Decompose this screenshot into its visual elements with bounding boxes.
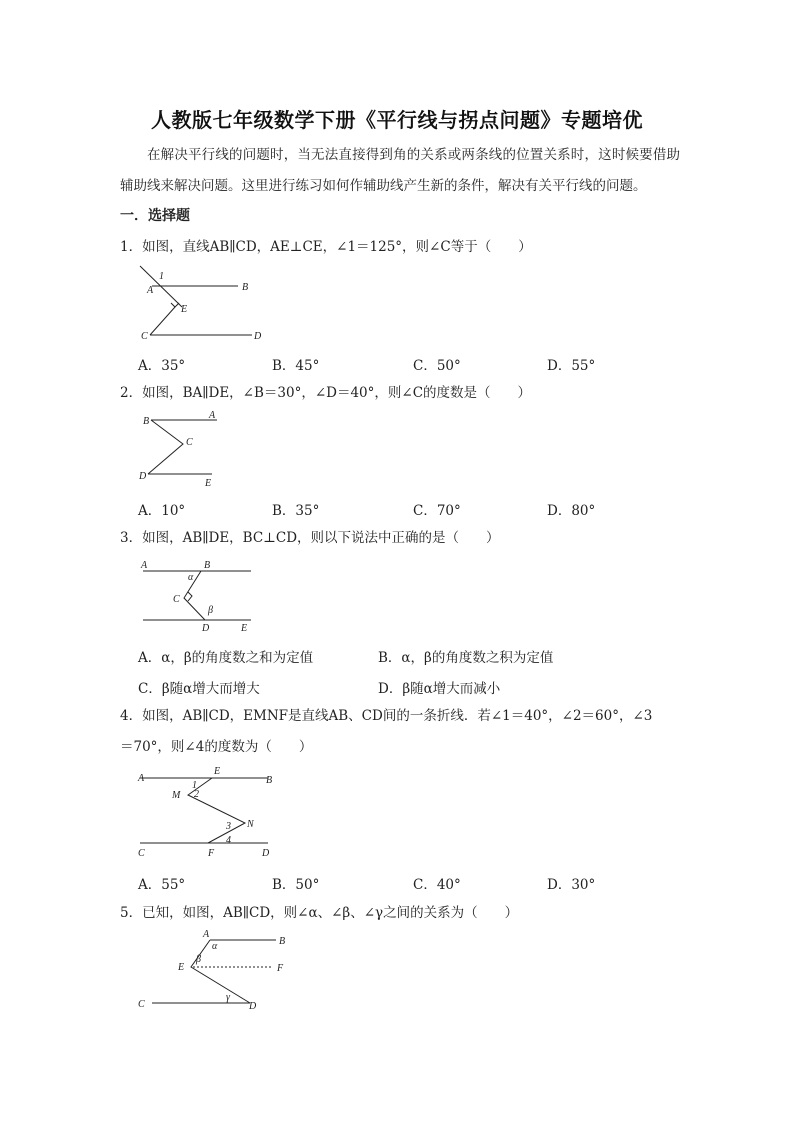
label-alpha: α (188, 572, 194, 583)
section-heading: 一．选择题 (120, 208, 190, 224)
question-3-option-d[interactable]: D．β随α增大而减小 (378, 681, 501, 697)
label-e: E (178, 962, 185, 973)
label-e: E (241, 623, 248, 634)
page-title: 人教版七年级数学下册《平行线与拐点问题》专题培优 (151, 108, 643, 132)
label-m: M (172, 790, 181, 801)
label-b: B (242, 282, 249, 293)
label-d: D (202, 623, 210, 634)
label-e: E (205, 478, 212, 489)
question-2-stem: 2．如图，BA∥DE，∠B＝30°，∠D＝40°，则∠C的度数是（ ） (120, 385, 532, 401)
question-3-stem: 3．如图，AB∥DE，BC⊥CD，则以下说法中正确的是（ ） (120, 530, 500, 546)
label-a: A (147, 285, 154, 296)
label-d: D (249, 1001, 257, 1012)
label-c: C (138, 848, 145, 859)
label-c: C (186, 437, 193, 448)
label-a: A (138, 773, 145, 784)
question-4-option-b[interactable]: B．50° (272, 877, 320, 893)
bent-line-aed (191, 940, 250, 1003)
label-b: B (279, 936, 286, 947)
question-1-option-a[interactable]: A．35° (138, 358, 186, 374)
label-b: B (266, 775, 273, 786)
label-c: C (141, 331, 148, 342)
label-c: C (173, 594, 180, 605)
question-4-stem-line-1: 4．如图，AB∥CD，EMNF是直线AB、CD间的一条折线．若∠1＝40°，∠2＝60°，∠3 (120, 708, 653, 724)
label-angle-4: 4 (226, 835, 231, 846)
question-4-option-a[interactable]: A．55° (138, 877, 186, 893)
question-3-option-c[interactable]: C．β随α增大而增大 (138, 681, 260, 697)
label-gamma: γ (226, 992, 230, 1003)
question-1-option-c[interactable]: C．50° (413, 358, 461, 374)
label-b: B (143, 416, 150, 427)
label-angle-1: 1 (159, 271, 164, 282)
label-a: A (203, 929, 210, 940)
label-n: N (247, 819, 254, 830)
label-alpha: α (212, 941, 218, 952)
question-5-stem: 5．已知，如图，AB∥CD，则∠α、∠β、∠γ之间的关系为（ ） (120, 905, 519, 921)
label-d: D (254, 331, 262, 342)
label-angle-2: 2 (194, 789, 199, 800)
question-1-option-d[interactable]: D．55° (547, 358, 596, 374)
label-beta: β (208, 605, 213, 616)
label-a: A (209, 410, 216, 421)
question-4-option-c[interactable]: C．40° (413, 877, 461, 893)
label-a: A (141, 560, 148, 571)
question-3-option-b[interactable]: B．α，β的角度数之积为定值 (378, 650, 554, 666)
label-f: F (208, 848, 215, 859)
label-e: E (181, 304, 188, 315)
question-4-stem-line-2: ＝70°，则∠4的度数为（ ） (120, 739, 313, 755)
question-2-option-c[interactable]: C．70° (413, 503, 461, 519)
label-c: C (138, 999, 145, 1010)
label-d: D (262, 848, 270, 859)
question-2-option-b[interactable]: B．35° (272, 503, 320, 519)
label-angle-3: 3 (226, 821, 231, 832)
question-2-option-d[interactable]: D．80° (547, 503, 596, 519)
question-1-option-b[interactable]: B．45° (272, 358, 320, 374)
intro-paragraph: 在解决平行线的问题时，当无法直接得到角的关系或两条线的位置关系时，这时候要借助辅助线来解决问题。这里进行练习如何作辅助线产生新的条件，解决有关平行线的问题。 (120, 147, 680, 194)
question-3-option-a[interactable]: A．α，β的角度数之和为定值 (138, 650, 314, 666)
label-beta: β (196, 954, 201, 965)
question-1-stem: 1．如图，直线AB∥CD，AE⊥CE，∠1＝125°，则∠C等于（ ） (120, 239, 532, 255)
label-b: B (204, 560, 211, 571)
label-angle-1: 1 (192, 780, 197, 791)
question-4-option-d[interactable]: D．30° (547, 877, 596, 893)
question-2-option-a[interactable]: A．10° (138, 503, 186, 519)
label-f: F (277, 963, 284, 974)
label-e: E (214, 766, 221, 777)
label-d: D (139, 471, 147, 482)
